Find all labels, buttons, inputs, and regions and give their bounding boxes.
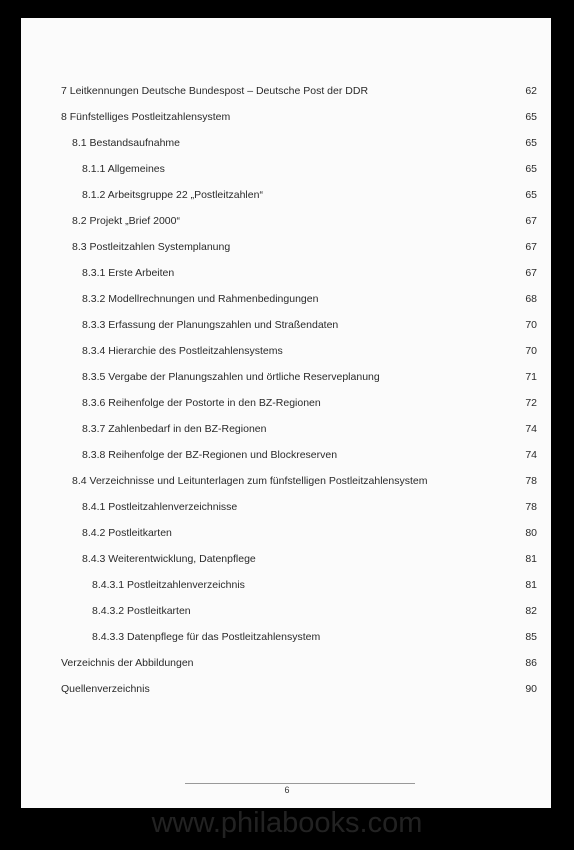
toc-entry-title: 8.2 Projekt „Brief 2000“ [72,215,180,227]
toc-entry [61,682,537,708]
toc-entry-page: 81 [525,553,537,565]
toc-entry-page: 85 [525,631,537,643]
toc-entry [61,162,537,188]
toc-entry [61,500,537,526]
toc-entry [61,214,537,240]
toc-entry [61,474,537,500]
toc-entry [61,552,537,578]
toc-entry-title: 7 Leitkennungen Deutsche Bundespost – Deutsche Post der DDR [61,85,369,97]
toc-entry [61,110,537,136]
toc-entry-page: 86 [525,657,537,669]
toc-entry-page: 74 [525,449,537,461]
toc-entry [61,240,537,266]
toc-entry-page: 74 [525,423,537,435]
toc-entry-title: 8 Fünfstelliges Postleitzahlensystem [61,111,231,123]
toc-entry [61,448,537,474]
toc-entry-page: 81 [525,579,537,591]
document-page [21,18,551,808]
toc-entry [61,526,537,552]
toc-entry [61,188,537,214]
toc-entry [61,396,537,422]
toc-entry-title: Quellenverzeichnis [61,683,150,695]
toc-entry-title: 8.3.1 Erste Arbeiten [82,267,175,279]
toc-entry-title: 8.3.2 Modellrechnungen und Rahmenbedingungen [82,293,319,305]
toc-entry-page: 67 [525,241,537,253]
toc-entry-page: 78 [525,475,537,487]
toc-entry-title: 8.4.3.3 Datenpflege für das Postleitzahlensystem [92,631,321,643]
toc-entry-page: 65 [525,137,537,149]
toc-entry-page: 71 [525,371,537,383]
toc-entry-title: 8.4.2 Postleitkarten [82,527,172,539]
toc-entry-page: 70 [525,319,537,331]
toc-entry [61,318,537,344]
toc-entry [61,84,537,110]
footer-rule [185,783,415,784]
toc-entry-title: 8.1.2 Arbeitsgruppe 22 „Postleitzahlen“ [82,189,263,201]
toc-entry [61,344,537,370]
toc-entry-page: 65 [525,189,537,201]
toc-entry-page: 65 [525,163,537,175]
toc-entry [61,422,537,448]
toc-entry-title: 8.3.7 Zahlenbedarf in den BZ-Regionen [82,423,267,435]
toc-entry [61,266,537,292]
toc-entry [61,370,537,396]
toc-entry-page: 65 [525,111,537,123]
toc-entry [61,604,537,630]
toc-entry-page: 62 [525,85,537,97]
toc-entry-page: 90 [525,683,537,695]
page-number: 6 [284,785,290,795]
toc-entry-title: 8.3.3 Erfassung der Planungszahlen und Straßendaten [82,319,339,331]
toc-entry [61,630,537,656]
toc-entry-title: 8.4.3.2 Postleitkarten [92,605,191,617]
toc-entry-page: 67 [525,267,537,279]
watermark-url: www.philabooks.com [151,807,423,839]
toc-entry-title: 8.3.6 Reihenfolge der Postorte in den BZ-Regionen [82,397,321,409]
toc-entry-page: 82 [525,605,537,617]
toc-entry-title: Verzeichnis der Abbildungen [61,657,194,669]
toc-entry-page: 68 [525,293,537,305]
toc-entry-title: 8.4.3.1 Postleitzahlenverzeichnis [92,579,245,591]
toc-entry-page: 72 [525,397,537,409]
toc-entry-page: 78 [525,501,537,513]
toc-entry-title: 8.1 Bestandsaufnahme [72,137,180,149]
toc-entry-title: 8.1.1 Allgemeines [82,163,165,175]
toc-entry [61,292,537,318]
toc-entry-title: 8.3.4 Hierarchie des Postleitzahlensystems [82,345,283,357]
toc-entry-title: 8.4.1 Postleitzahlenverzeichnisse [82,501,238,513]
toc-entry [61,656,537,682]
toc-entry-title: 8.4 Verzeichnisse und Leitunterlagen zum fünfstelligen Postleitzahlensystem [72,475,428,487]
toc-entry-title: 8.3 Postleitzahlen Systemplanung [72,241,231,253]
toc-entry-title: 8.3.8 Reihenfolge der BZ-Regionen und Blockreserven [82,449,338,461]
toc-entry [61,578,537,604]
toc-entry [61,136,537,162]
toc-entry-title: 8.4.3 Weiterentwicklung, Datenpflege [82,553,256,565]
toc-entry-page: 67 [525,215,537,227]
toc-entry-page: 80 [525,527,537,539]
toc-entry-title: 8.3.5 Vergabe der Planungszahlen und örtliche Reserveplanung [82,371,380,383]
table-of-contents [61,84,537,708]
toc-entry-page: 70 [525,345,537,357]
